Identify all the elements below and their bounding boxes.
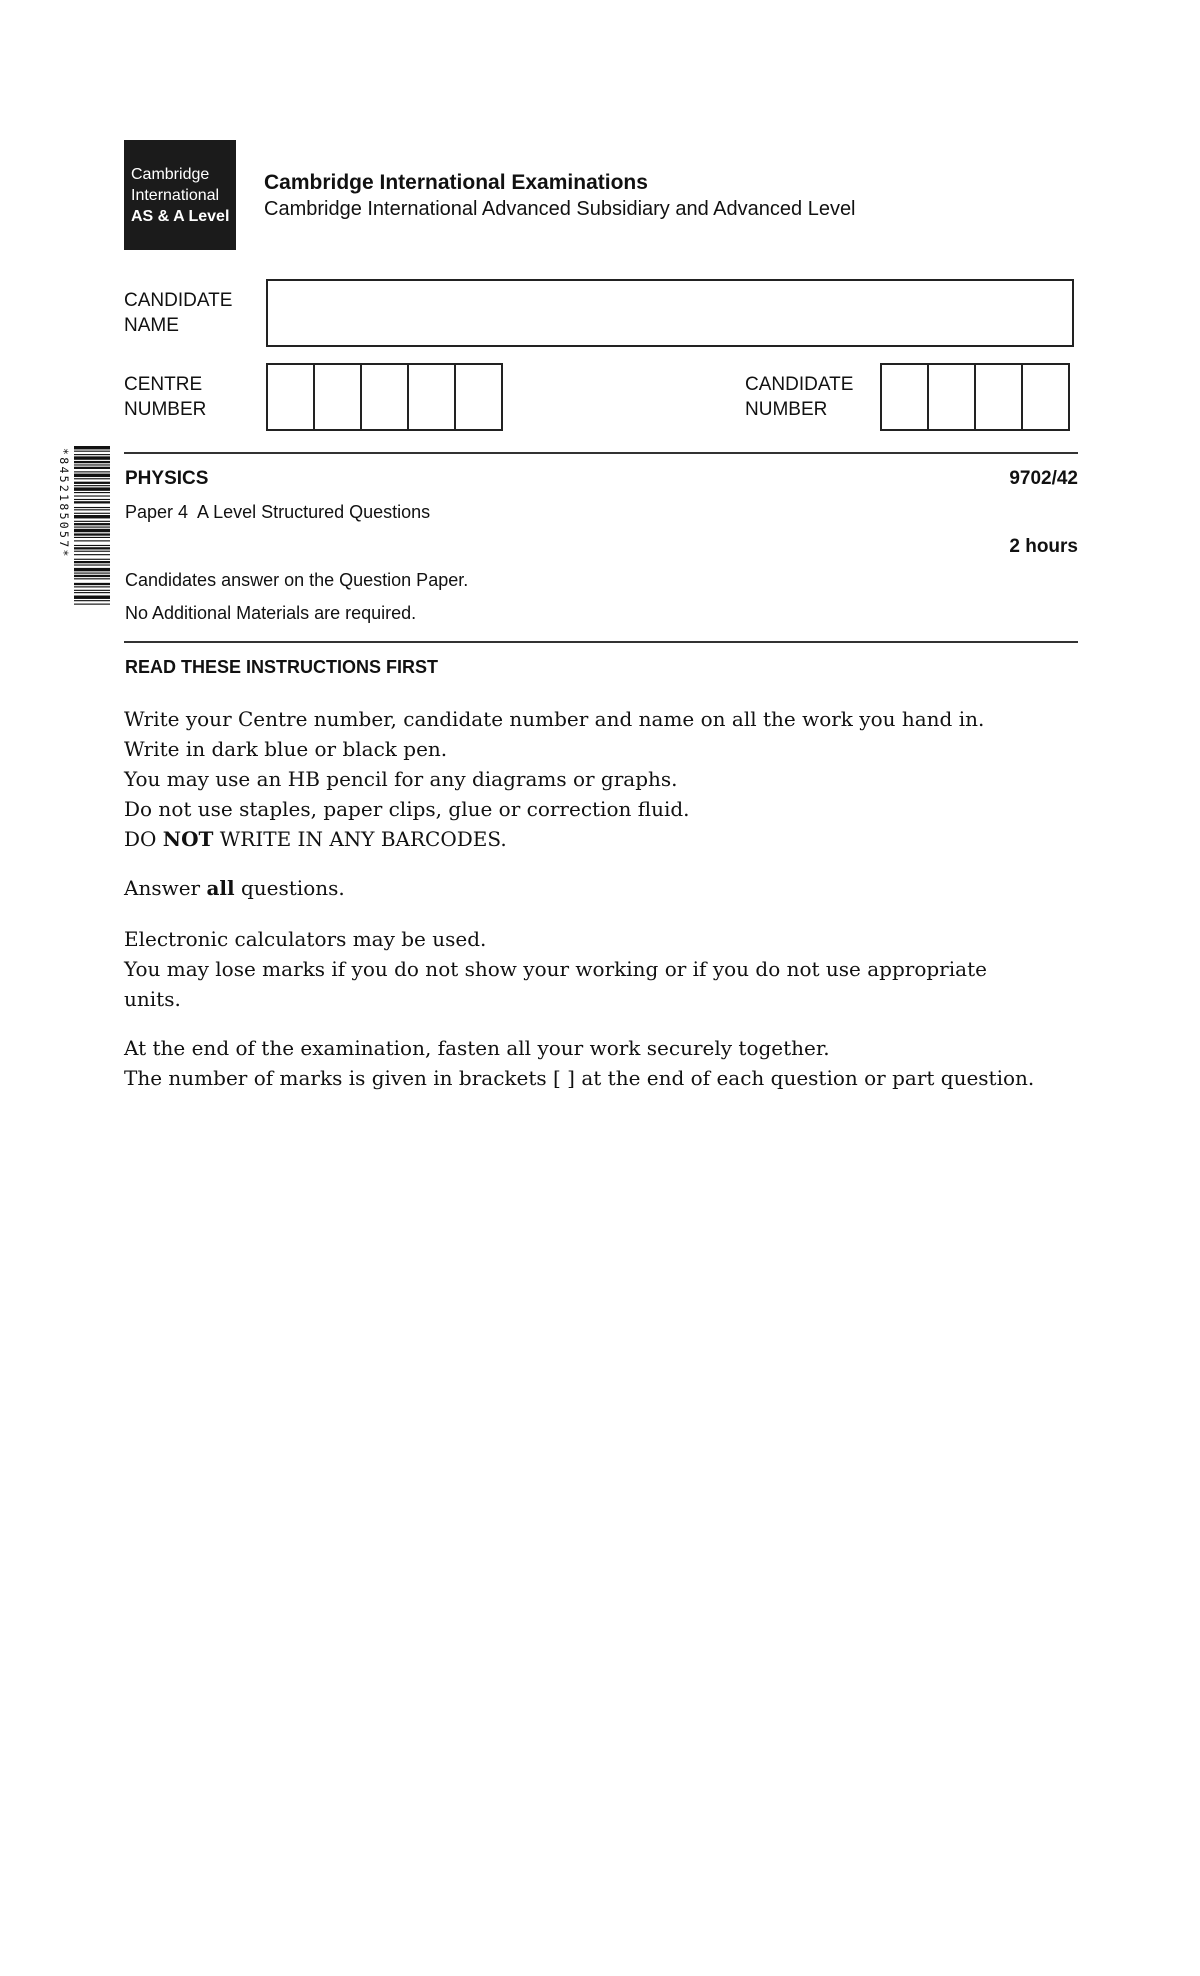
barcode-bar	[74, 573, 110, 574]
barcode-bar	[74, 578, 110, 579]
logo-line-1: Cambridge	[131, 165, 210, 183]
instruction-line: You may lose marks if you do not show your working or if you do not use appropriate	[124, 957, 987, 981]
candidate-number-label-line1: CANDIDATE	[745, 374, 854, 395]
instruction-line-answer	[124, 873, 1104, 903]
barcode-bar	[74, 527, 110, 528]
barcode-digits: *8452185057*	[57, 448, 71, 559]
duration: 2 hours	[1009, 536, 1078, 557]
candidate-number-box[interactable]	[974, 363, 1023, 431]
candidate-number-box[interactable]	[1021, 363, 1070, 431]
barcode-bar	[74, 523, 110, 525]
barcode-bar	[74, 600, 110, 601]
org-subtitle: Cambridge International Advanced Subsidiary and Advanced Level	[264, 198, 856, 220]
instructions-block-4	[124, 1033, 1104, 1093]
instruction-line: Electronic calculators may be used.	[124, 927, 487, 951]
text: WRITE IN ANY BARCODES.	[213, 827, 507, 851]
logo-line-2: International	[131, 186, 220, 204]
divider-top	[124, 452, 1078, 454]
candidate-name-label-line2: NAME	[124, 315, 179, 336]
barcode-bar	[74, 596, 110, 599]
barcode-bar	[74, 547, 110, 549]
text: Answer	[124, 876, 207, 900]
cambridge-logo	[124, 140, 236, 250]
org-title: Cambridge International Examinations	[264, 171, 648, 194]
candidate-name-field[interactable]	[266, 279, 1074, 347]
candidate-number-label-line2: NUMBER	[745, 399, 828, 420]
emphasis: all	[206, 876, 235, 900]
instruction-line: Do not use staples, paper clips, glue or correction fluid.	[124, 797, 690, 821]
logo-line-3: AS & A Level	[131, 207, 230, 225]
barcode-bars	[74, 446, 110, 605]
candidate-number-box[interactable]	[880, 363, 929, 431]
barcode-bar	[74, 592, 110, 593]
barcode-bar	[74, 456, 110, 459]
candidate-name-label-line1: CANDIDATE	[124, 290, 233, 311]
instruction-line: The number of marks is given in brackets [ ] at the end of each question or part question.	[124, 1066, 1035, 1090]
barcode	[56, 446, 110, 666]
barcode-bar	[74, 554, 110, 555]
barcode-bar	[74, 492, 110, 493]
instructions-block-1	[124, 704, 1104, 854]
candidate-name-label	[124, 288, 232, 338]
barcode-bar	[74, 575, 110, 577]
barcode-bar	[74, 590, 110, 591]
barcode-bar	[74, 501, 110, 503]
barcode-bar	[74, 499, 110, 500]
barcode-bar	[74, 604, 110, 605]
centre-number-box[interactable]	[454, 363, 503, 431]
barcode-bar	[74, 451, 110, 452]
barcode-bar	[74, 509, 110, 510]
materials-note: No Additional Materials are required.	[125, 603, 417, 623]
barcode-bar	[74, 561, 110, 563]
instruction-line-barcodes	[124, 824, 1104, 854]
barcode-bar	[74, 454, 110, 455]
text: DO	[124, 827, 163, 851]
barcode-bar	[74, 564, 110, 565]
barcode-bar	[74, 540, 110, 541]
emphasis: NOT	[162, 827, 214, 851]
instructions-block-3	[124, 924, 1104, 1014]
text: questions.	[234, 876, 345, 900]
centre-number-box[interactable]	[360, 363, 409, 431]
instruction-line: Write in dark blue or black pen.	[124, 737, 448, 761]
barcode-bar	[74, 446, 110, 449]
barcode-bar	[74, 583, 110, 585]
candidate-number-box[interactable]	[927, 363, 976, 431]
barcode-bar	[74, 495, 110, 496]
barcode-bar	[74, 559, 110, 560]
centre-number-box[interactable]	[266, 363, 315, 431]
barcode-bar	[74, 464, 110, 465]
barcode-bar	[74, 507, 110, 508]
barcode-bar	[74, 568, 110, 571]
barcode-bar	[74, 471, 110, 472]
barcode-bar	[74, 461, 110, 463]
barcode-bar	[74, 551, 110, 552]
syllabus-code: 9702/42	[1009, 468, 1078, 489]
barcode-bar	[74, 521, 110, 522]
answer-note: Candidates answer on the Question Paper.	[125, 570, 469, 590]
barcode-bar	[74, 545, 110, 546]
barcode-bar	[74, 533, 110, 535]
candidate-number-boxes	[880, 363, 1068, 431]
centre-number-box[interactable]	[407, 363, 456, 431]
barcode-bar	[74, 474, 110, 477]
barcode-bar	[74, 485, 110, 486]
instruction-line: units.	[124, 987, 181, 1011]
instruction-line: At the end of the examination, fasten all your work securely together.	[124, 1036, 830, 1060]
instructions-block-2	[124, 873, 1104, 903]
centre-number-label-line1: CENTRE	[124, 374, 203, 395]
barcode-bar	[74, 529, 110, 532]
divider-bottom	[124, 641, 1078, 643]
centre-number-label	[124, 372, 206, 422]
instruction-line: Write your Centre number, candidate number and name on all the work you hand in.	[124, 707, 985, 731]
barcode-bar	[74, 515, 110, 518]
barcode-bar	[74, 586, 110, 587]
barcode-bar	[74, 478, 110, 479]
instructions-heading: READ THESE INSTRUCTIONS FIRST	[125, 657, 439, 677]
centre-number-label-line2: NUMBER	[124, 399, 207, 420]
candidate-number-label	[745, 372, 853, 422]
barcode-bar	[74, 537, 110, 538]
instruction-line: You may use an HB pencil for any diagrams or graphs.	[124, 767, 678, 791]
barcode-bar	[74, 467, 110, 469]
paper-title: Paper 4 A Level Structured Questions	[125, 502, 431, 522]
centre-number-box[interactable]	[313, 363, 362, 431]
barcode-bar	[74, 482, 110, 484]
centre-number-boxes	[266, 363, 501, 431]
barcode-bar	[74, 487, 110, 490]
barcode-bar	[74, 513, 110, 514]
subject: PHYSICS	[125, 468, 209, 489]
